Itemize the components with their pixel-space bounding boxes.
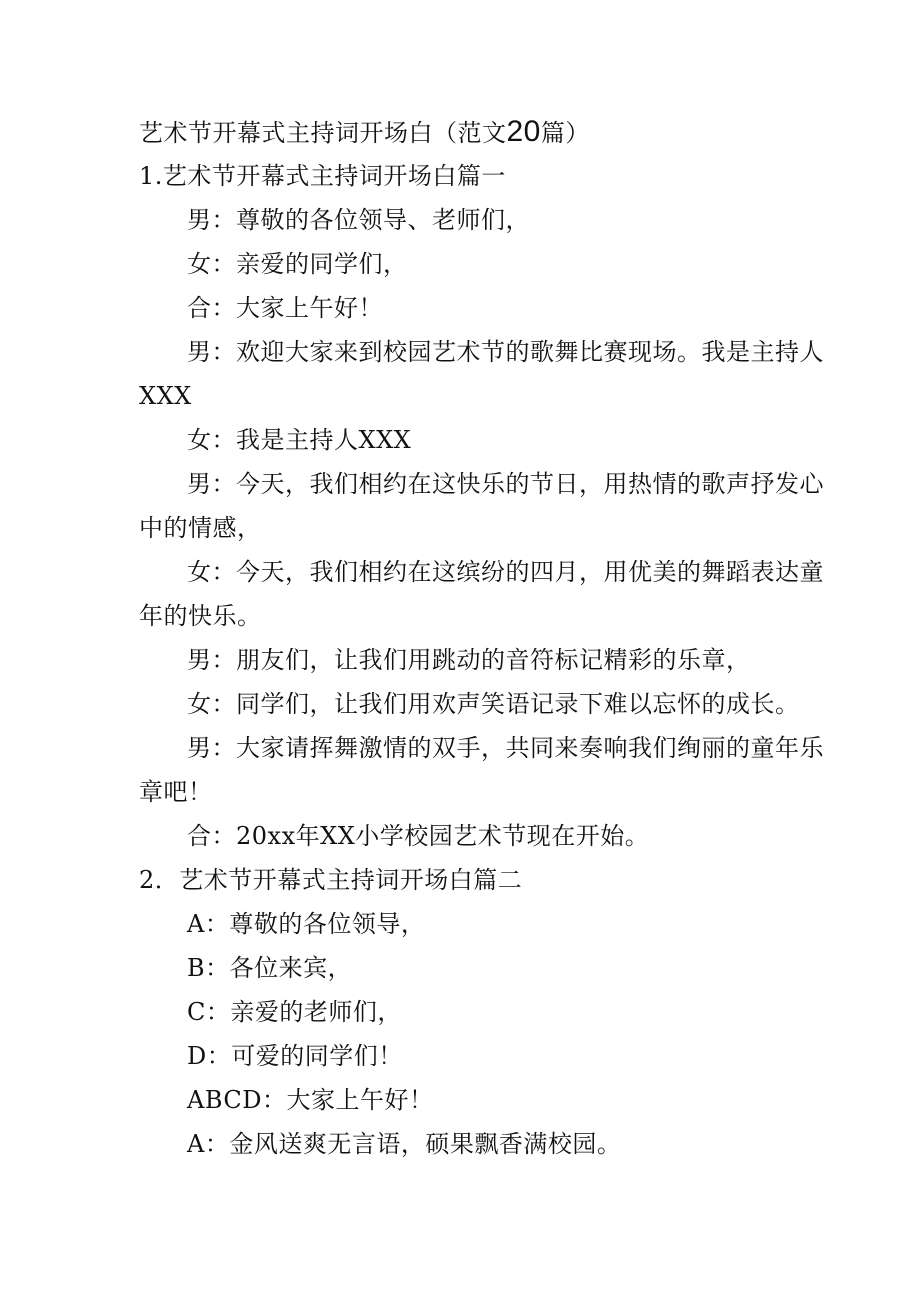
title-text-post: 篇）: [540, 119, 590, 147]
paragraph-line: ABCD：大家上午好！: [187, 1086, 434, 1114]
paragraph-line: 女：我是主持人XXX: [187, 426, 412, 454]
paragraph-line: A：金风送爽无言语，硕果飘香满校园。: [187, 1130, 622, 1158]
paragraph-line: 男：欢迎大家来到校园艺术节的歌舞比赛现场。我是主持人: [187, 338, 824, 366]
paragraph-line-continuation: 章吧！: [139, 778, 213, 806]
paragraph-line-continuation: 中的情感，: [139, 514, 262, 542]
paragraph-line: 女：亲爱的同学们，: [187, 250, 408, 278]
paragraph-line: 女：同学们，让我们用欢声笑语记录下难以忘怀的成长。: [187, 690, 800, 718]
paragraph-line: 女：今天，我们相约在这缤纷的四月，用优美的舞蹈表达童: [187, 558, 824, 586]
paragraph-line: 男：尊敬的各位领导、老师们，: [187, 206, 530, 234]
section-heading-1: 1.艺术节开幕式主持词开场白篇一: [139, 162, 506, 190]
paragraph-line: 男：今天，我们相约在这快乐的节日，用热情的歌声抒发心: [187, 470, 824, 498]
paragraph-line: 合：大家上午好！: [187, 294, 383, 322]
paragraph-line: B：各位来宾，: [187, 954, 353, 982]
paragraph-line: C：亲爱的老师们，: [187, 998, 402, 1026]
document-title: [139, 117, 590, 148]
paragraph-line: 合：20xx年XX小学校园艺术节现在开始。: [187, 822, 650, 850]
paragraph-line: 男：大家请挥舞激情的双手，共同来奏响我们绚丽的童年乐: [187, 734, 824, 762]
paragraph-line: 男：朋友们，让我们用跳动的音符标记精彩的乐章，: [187, 646, 751, 674]
section-heading-2: 2．艺术节开幕式主持词开场白篇二: [139, 866, 523, 894]
title-number: 20: [506, 115, 541, 148]
paragraph-line: D：可爱的同学们！: [187, 1042, 403, 1070]
title-text-pre: 艺术节开幕式主持词开场白（范文: [139, 119, 507, 147]
paragraph-line-continuation: 年的快乐。: [139, 602, 262, 630]
paragraph-line: A：尊敬的各位领导，: [187, 910, 426, 938]
paragraph-line-continuation: XXX: [139, 382, 192, 410]
